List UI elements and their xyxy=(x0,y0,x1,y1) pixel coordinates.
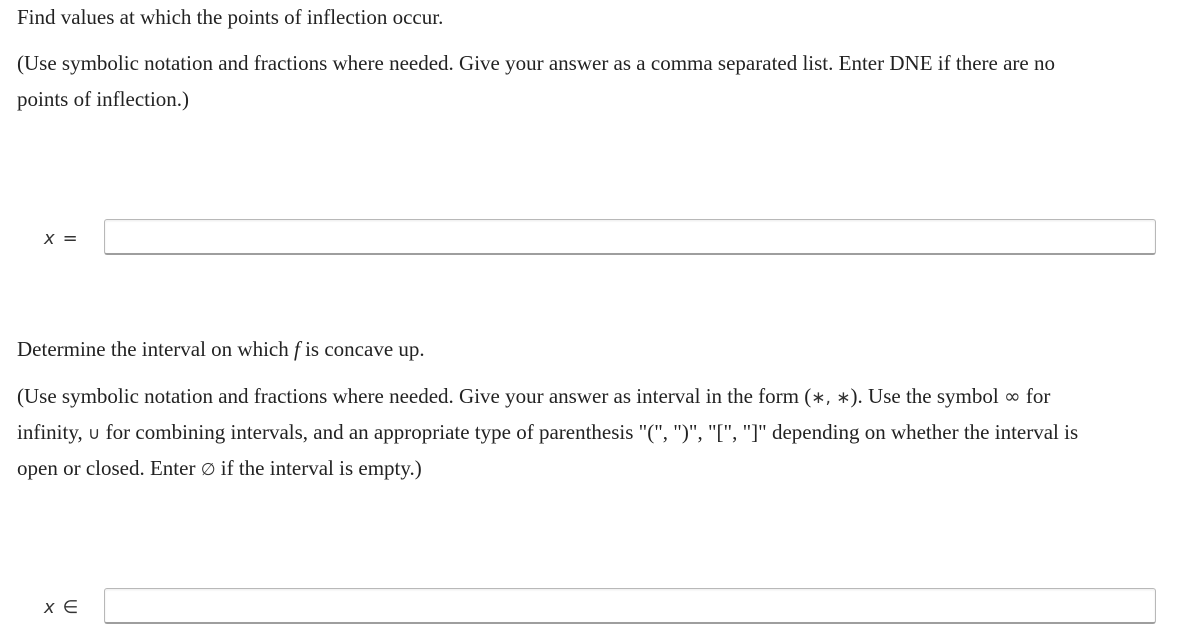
inflection-points-input[interactable] xyxy=(104,219,1156,255)
question1-prompt: Find values at which the points of inflection occur. xyxy=(17,5,444,29)
q2-instr-l2-pre: infinity, xyxy=(17,420,88,444)
infinity-symbol: ∞ xyxy=(1003,384,1021,408)
x-equals-label xyxy=(44,228,78,249)
q2-instr-l3-pre: open or closed. Enter xyxy=(17,456,201,480)
question1-instructions-line1: (Use symbolic notation and fractions where needed. Give your answer as a comma separated list. Enter DNE if there are no xyxy=(17,51,1055,75)
interval-form-placeholder: ∗, ∗ xyxy=(811,388,851,408)
empty-set-symbol: ∅ xyxy=(200,460,216,480)
variable-x: x xyxy=(44,597,55,618)
variable-x: x xyxy=(44,228,55,249)
q2-instr-l1-mid: ). Use the symbol xyxy=(850,384,1004,408)
equals-sign: = xyxy=(62,228,78,249)
element-of-sign: ∈ xyxy=(62,597,79,618)
question2-instructions-line2 xyxy=(17,418,1078,448)
question2-prompt-text-pre: Determine the interval on which xyxy=(17,337,294,361)
q2-instr-l2-post: for combining intervals, and an appropriate type of parenthesis "(", ")", "[", "]" depending on whether the interval is xyxy=(100,420,1079,444)
q2-instr-l1-post: for xyxy=(1020,384,1051,408)
x-element-of-label xyxy=(44,597,78,618)
question1-instructions-line2: points of inflection.) xyxy=(17,87,190,111)
q2-instr-l1-pre: (Use symbolic notation and fractions where needed. Give your answer as interval in the form ( xyxy=(17,384,812,408)
function-f: f xyxy=(294,337,300,361)
q2-instr-l3-post: if the interval is empty.) xyxy=(215,456,422,480)
question2-instructions-line3 xyxy=(17,454,422,484)
union-symbol: ∪ xyxy=(87,424,101,444)
question2-instructions-line1 xyxy=(17,382,1050,412)
concave-up-interval-input[interactable] xyxy=(104,588,1156,624)
question2-prompt xyxy=(17,335,425,363)
question2-prompt-text-post: is concave up. xyxy=(299,337,425,361)
